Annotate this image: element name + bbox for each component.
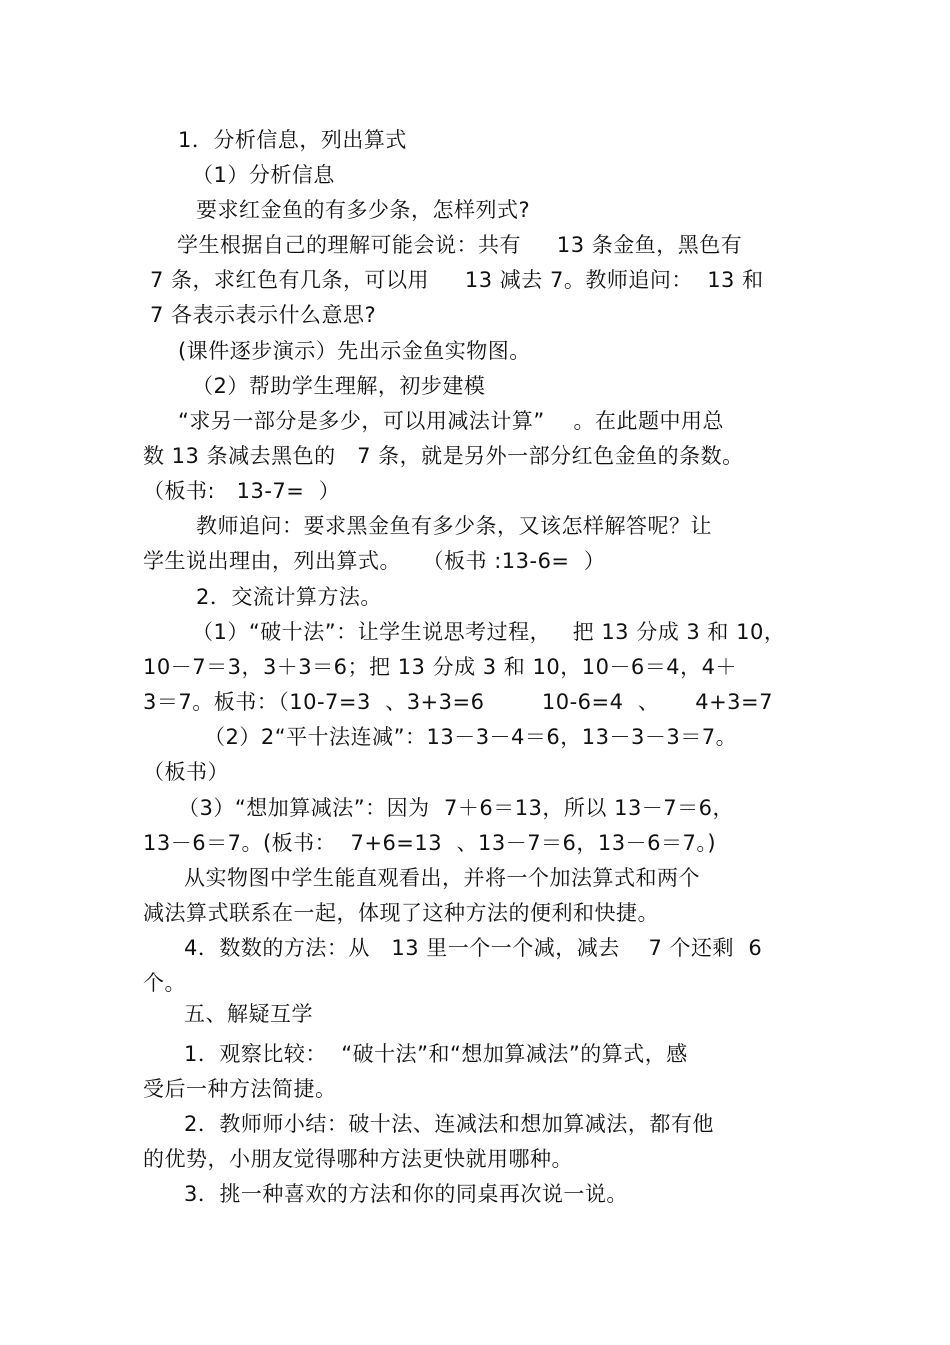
- text-line: 3．挑一种喜欢的方法和你的同桌再次说一说。: [184, 1182, 628, 1206]
- text-line: (课件逐步演示）先出示金鱼实物图。: [178, 339, 531, 363]
- text-line: （1）“破十法”：让学生说思考过程， 把 13 分成 3 和 10，: [192, 620, 786, 644]
- text-line: “求另一部分是多少，可以用减法计算” 。在此题中用总: [178, 409, 724, 433]
- text-line: （板书）: [143, 760, 229, 784]
- text-line: （1）分析信息: [192, 163, 335, 187]
- text-line: 13－6＝7。(板书： 7+6=13 、13－7＝6，13－6＝7。): [143, 831, 717, 855]
- text-line: 个。: [143, 971, 186, 995]
- text-line: （3）“想加算减法”：因为 7＋6＝13，所以 13－7＝6，: [178, 796, 735, 820]
- text-line: 数 13 条减去黑色的 7 条，就是另外一部分红色金鱼的条数。: [143, 444, 744, 468]
- text-line: 教师追问：要求黑金鱼有多少条，又该怎样解答呢？让: [196, 514, 712, 538]
- text-line: 7 各表示表示什么意思?: [150, 303, 377, 327]
- text-line: 10－7＝3，3＋3＝6；把 13 分成 3 和 10，10－6＝4，4＋: [143, 655, 738, 679]
- text-line: 学生根据自己的理解可能会说：共有 13 条金鱼，黑色有: [177, 233, 743, 257]
- text-line: 4．数数的方法：从 13 里一个一个减，减去 7 个还剩 6: [184, 936, 763, 960]
- text-line: （2）帮助学生理解，初步建模: [192, 374, 486, 398]
- text-line: 3＝7。板书：（10-7=3 、3+3=6 10-6=4 、 4+3=7: [143, 690, 773, 714]
- text-line: 从实物图中学生能直观看出，并将一个加法算式和两个: [184, 866, 700, 890]
- text-line: 2．教师师小结：破十法、连减法和想加算减法，都有他: [184, 1112, 714, 1136]
- text-line: 受后一种方法简捷。: [143, 1077, 337, 1101]
- text-line: 7 条，求红色有几条，可以用 13 减去 7。教师追问： 13 和: [150, 268, 764, 292]
- text-line: （2）2“平十法连减”：13－3－4＝6，13－3－3＝7。: [204, 725, 738, 749]
- text-line: （板书: 13-7= ）: [143, 479, 341, 503]
- text-line: 1．分析信息，列出算式: [178, 128, 407, 152]
- section-heading: 五、解疑互学: [184, 1002, 313, 1026]
- text-line: 2．交流计算方法。: [196, 585, 382, 609]
- text-line: 1．观察比较： “破十法”和“想加算减法”的算式，感: [184, 1042, 688, 1066]
- text-line: 的优势，小朋友觉得哪种方法更快就用哪种。: [143, 1147, 573, 1171]
- text-line: 学生说出理由，列出算式。 （板书 :13-6= ）: [143, 549, 606, 573]
- text-line: 要求红金鱼的有多少条，怎样列式?: [196, 198, 531, 222]
- text-line: 减法算式联系在一起，体现了这种方法的便利和快捷。: [143, 901, 659, 925]
